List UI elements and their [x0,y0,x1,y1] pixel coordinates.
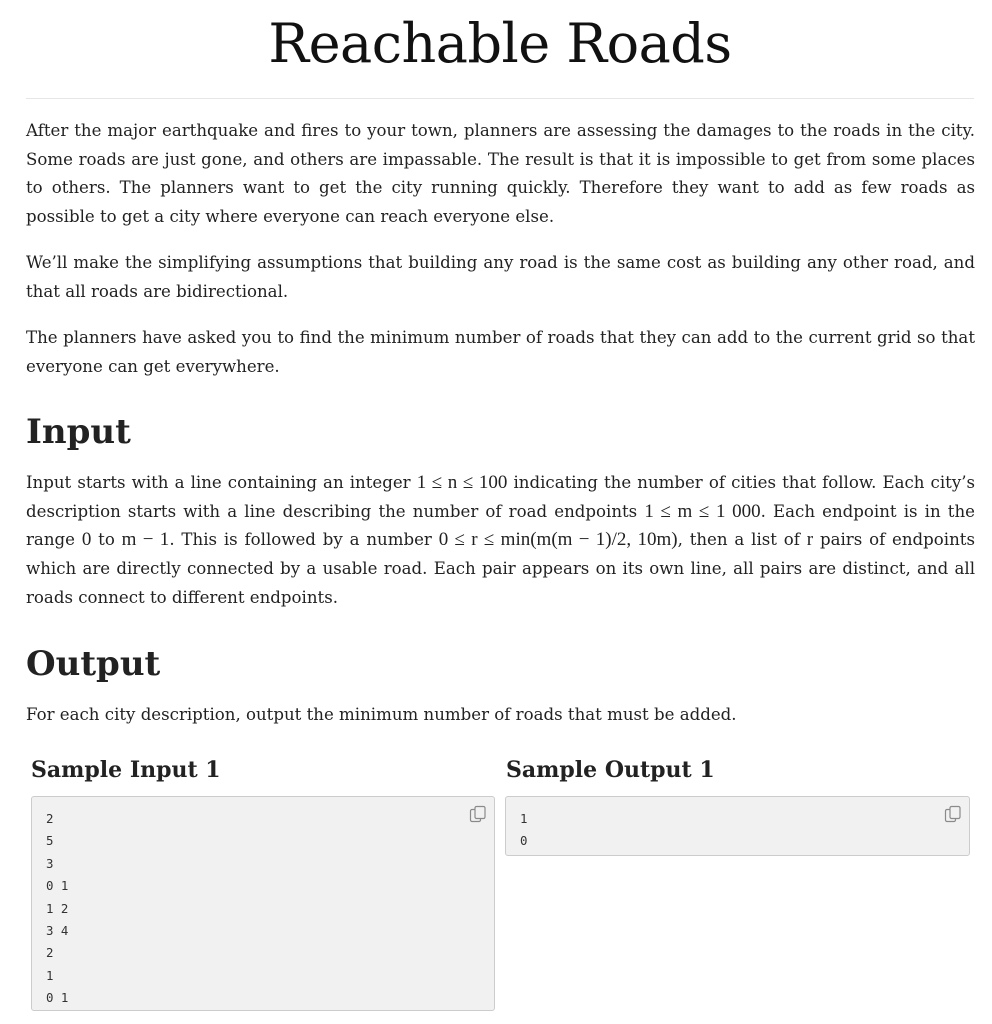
input-text-3: . Each endpoint is in the range [26,501,975,550]
sample-output-heading: Sample Output 1 [506,757,715,783]
sample-output-box[interactable] [505,796,970,856]
input-text-2: indicating the number of cities that follow. Each city’s description starts with a line describing the number of road endpoints [26,473,975,521]
page-title: Reachable Roads [268,12,732,75]
math-zero: 0 [81,529,92,551]
title-divider [26,98,974,99]
math-n-range: 1 ≤ n ≤ 100 [416,472,508,493]
copy-icon[interactable] [468,804,488,824]
intro-paragraph-2: We’ll make the simplifying assumptions that building any road is the same cost as building any other road, and that all roads are bidirectional. [26,253,975,301]
sample-output-text[interactable]: 1 0 [520,811,528,849]
input-heading: Input [26,412,131,452]
copy-icon[interactable] [943,804,963,824]
input-text-6: , then a list of [677,530,807,550]
input-text-7: pairs of endpoints which are directly connected by a usable road. Each pair appears on its own line, all pairs are distinct, and all roads connect to different endpoints. [26,530,975,607]
sample-input-text[interactable]: 2 5 3 0 1 1 2 3 4 2 1 0 1 [46,811,69,1006]
intro-paragraph-3: The planners have asked you to find the minimum number of roads that they can add to the current grid so that everyone can get everywhere. [26,328,975,376]
output-heading: Output [26,644,161,684]
input-text-5: . This is followed by a number [169,530,439,550]
math-r: r [806,529,814,551]
sample-input-box[interactable] [31,796,495,1011]
input-text-4: to [91,530,122,550]
intro-paragraph-1: After the major earthquake and fires to your town, planners are assessing the damages to the roads in the city. Some roads are just gone, and others are impassable. The result is that it is impossible to get from some places to others. The planners want to get the city running quickly. Therefore they want to add as few roads as possible to get a city where everyone can reach everyone else. [26,121,975,227]
math-m-minus-1: m − 1 [121,529,170,551]
math-r-range: 0 ≤ r ≤ min(m(m − 1)/2, 10m) [438,529,678,551]
input-description [26,469,975,613]
sample-input-heading: Sample Input 1 [31,757,221,783]
output-description: For each city description, output the minimum number of roads that must be added. [26,705,737,724]
input-text-1: Input starts with a line containing an integer [26,473,417,492]
math-m-range: 1 ≤ m ≤ 1 000 [644,500,761,522]
